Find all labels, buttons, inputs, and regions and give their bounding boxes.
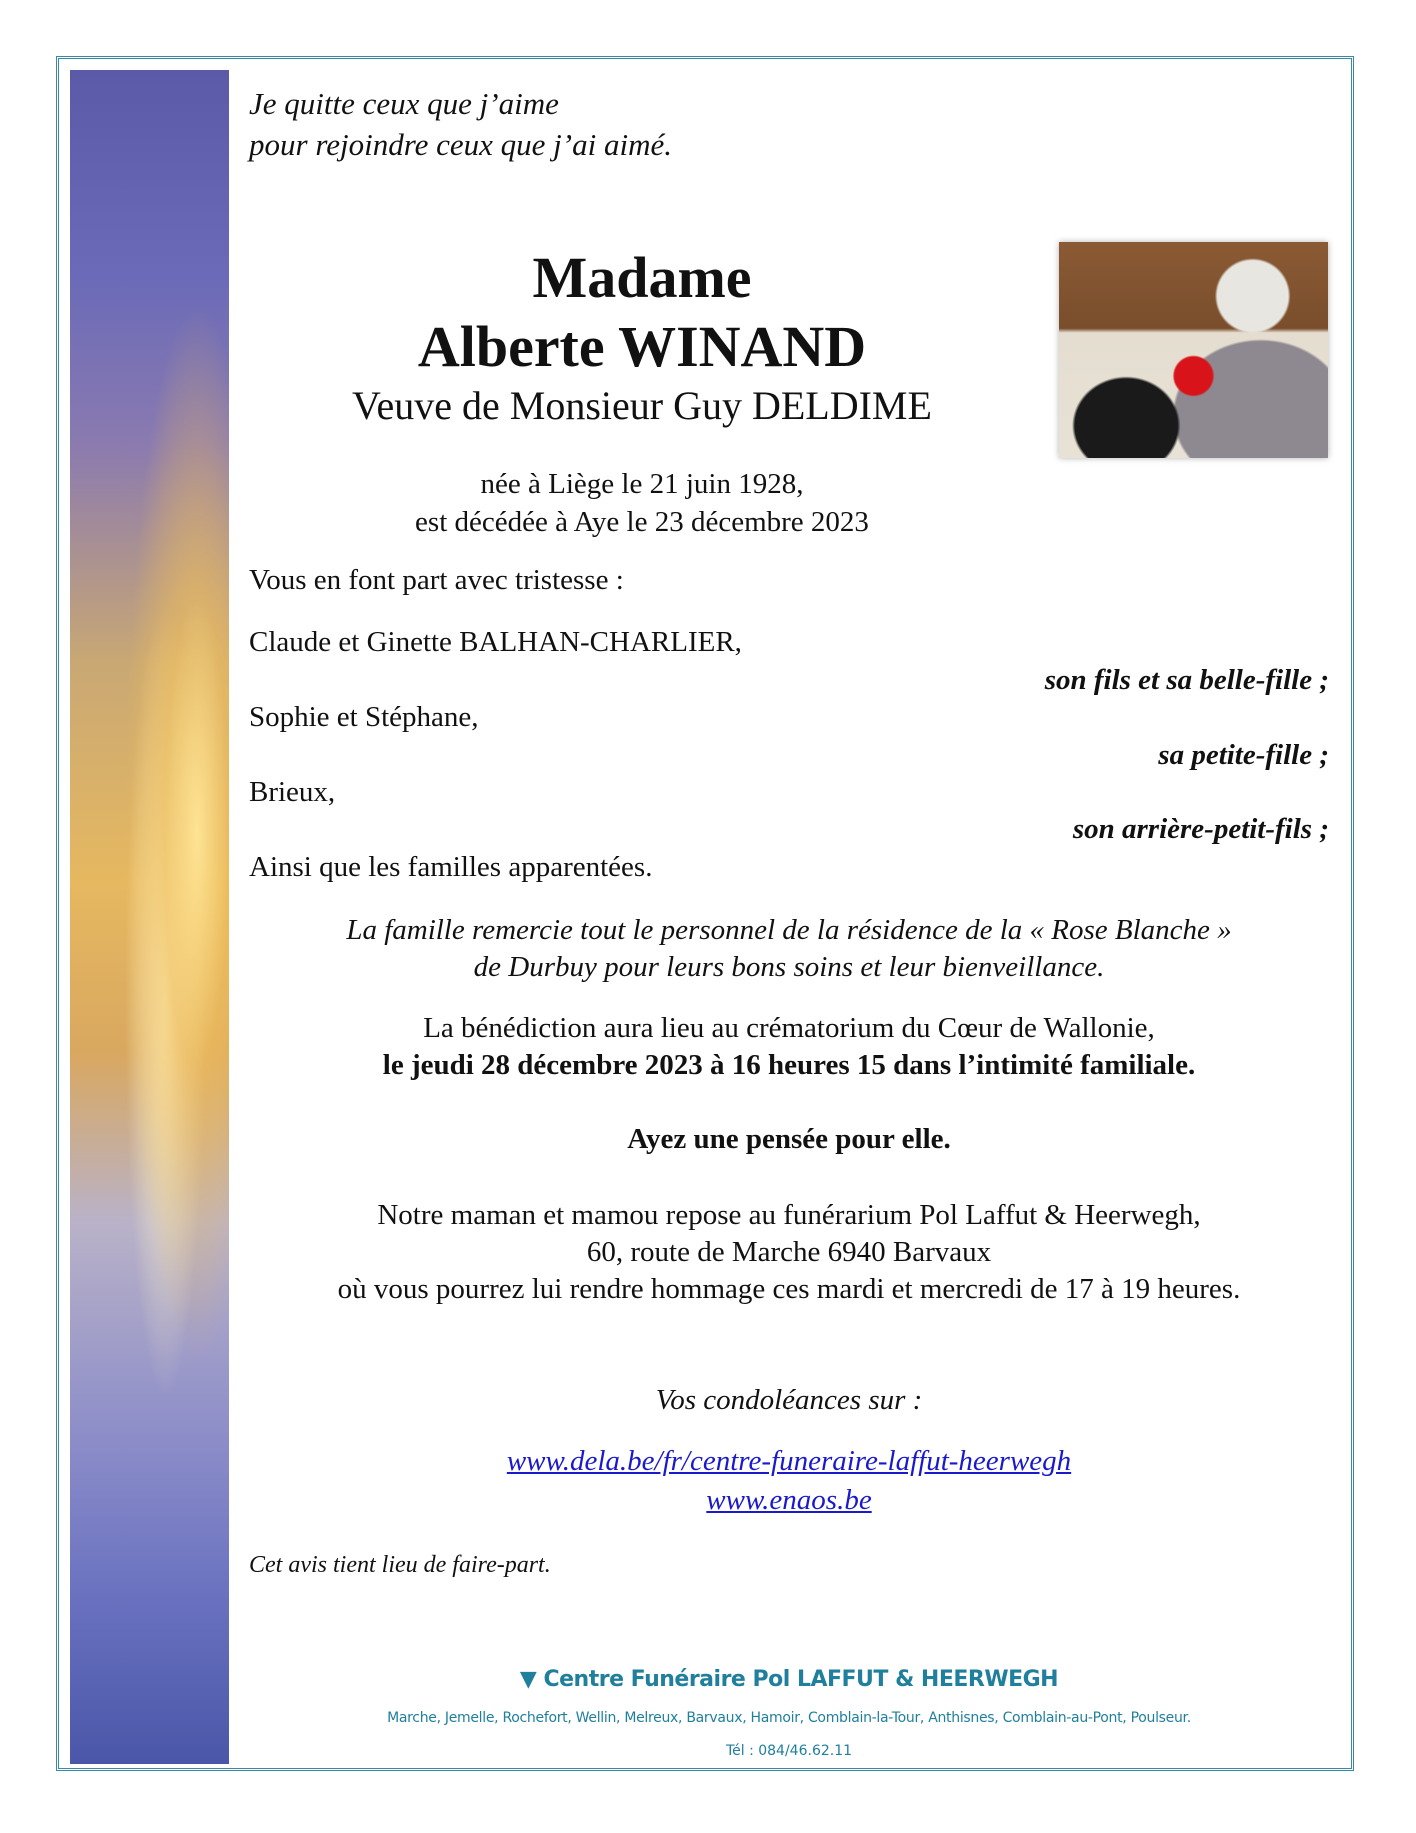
- intro-line-2: pour rejoindre ceux que j’ai aimé.: [249, 127, 672, 162]
- thanks-line-1: La famille remercie tout le personnel de la résidence de la « Rose Blanche »: [346, 914, 1232, 946]
- announce-text: Vous en font part avec tristesse :: [249, 564, 624, 596]
- intro-line-1: Je quitte ceux que j’aime: [249, 86, 559, 121]
- thanks-line-2: de Durbuy pour leurs bons soins et leur bienveillance.: [473, 951, 1105, 983]
- company-phone: Tél : 084/46.62.11: [725, 1743, 853, 1759]
- thought-text: Ayez une pensée pour elle.: [627, 1123, 951, 1155]
- salutation: Madame: [532, 245, 752, 310]
- rest-line-2: 60, route de Marche 6940 Barvaux: [586, 1236, 992, 1268]
- family-relation: sa petite-fille ;: [1158, 739, 1329, 771]
- birth-info: née à Liège le 21 juin 1928,: [480, 468, 804, 500]
- company-name: Centre Funéraire Pol LAFFUT & HEERWEGH: [543, 1667, 1059, 1692]
- rest-line-1: Notre maman et mamou repose au funérarium Pol Laffut & Heerwegh,: [377, 1199, 1201, 1231]
- family-relation: son fils et sa belle-fille ;: [1044, 664, 1329, 696]
- portrait-photo: [1059, 242, 1328, 458]
- condolences-link-enaos[interactable]: www.enaos.be: [706, 1484, 872, 1516]
- family-name: Brieux,: [249, 776, 336, 808]
- family-name: Claude et Ginette BALHAN-CHARLIER,: [249, 626, 742, 658]
- death-info: est décédée à Aye le 23 décembre 2023: [415, 506, 869, 538]
- family-relation: son arrière-petit-fils ;: [1072, 813, 1329, 845]
- ceremony-line-1: La bénédiction aura lieu au crématorium du Cœur de Wallonie,: [423, 1012, 1155, 1044]
- triangle-down-icon: ▼: [519, 1667, 544, 1692]
- ceremony-line-2: le jeudi 28 décembre 2023 à 16 heures 15 dans l’intimité familiale.: [382, 1049, 1196, 1081]
- condolences-label: Vos condoléances sur :: [655, 1384, 923, 1416]
- rest-line-3: où vous pourrez lui rendre hommage ces mardi et mercredi de 17 à 19 heures.: [337, 1273, 1241, 1305]
- widow-of: Veuve de Monsieur Guy DELDIME: [352, 383, 932, 428]
- company-locations: Marche, Jemelle, Rochefort, Wellin, Melreux, Barvaux, Hamoir, Comblain-la-Tour, Anthisnes, Comblain-au-Pont, Poulseur.: [387, 1710, 1191, 1726]
- notice-text: Cet avis tient lieu de faire-part.: [249, 1552, 551, 1578]
- winter-landscape-image: [70, 70, 229, 1764]
- condolences-link-dela[interactable]: www.dela.be/fr/centre-funeraire-laffut-heerwegh: [506, 1445, 1072, 1477]
- deceased-name: Alberte WINAND: [417, 314, 867, 379]
- family-name: Sophie et Stéphane,: [249, 701, 479, 733]
- company-header: [249, 1666, 1329, 1694]
- relatives-text: Ainsi que les familles apparentées.: [249, 851, 653, 883]
